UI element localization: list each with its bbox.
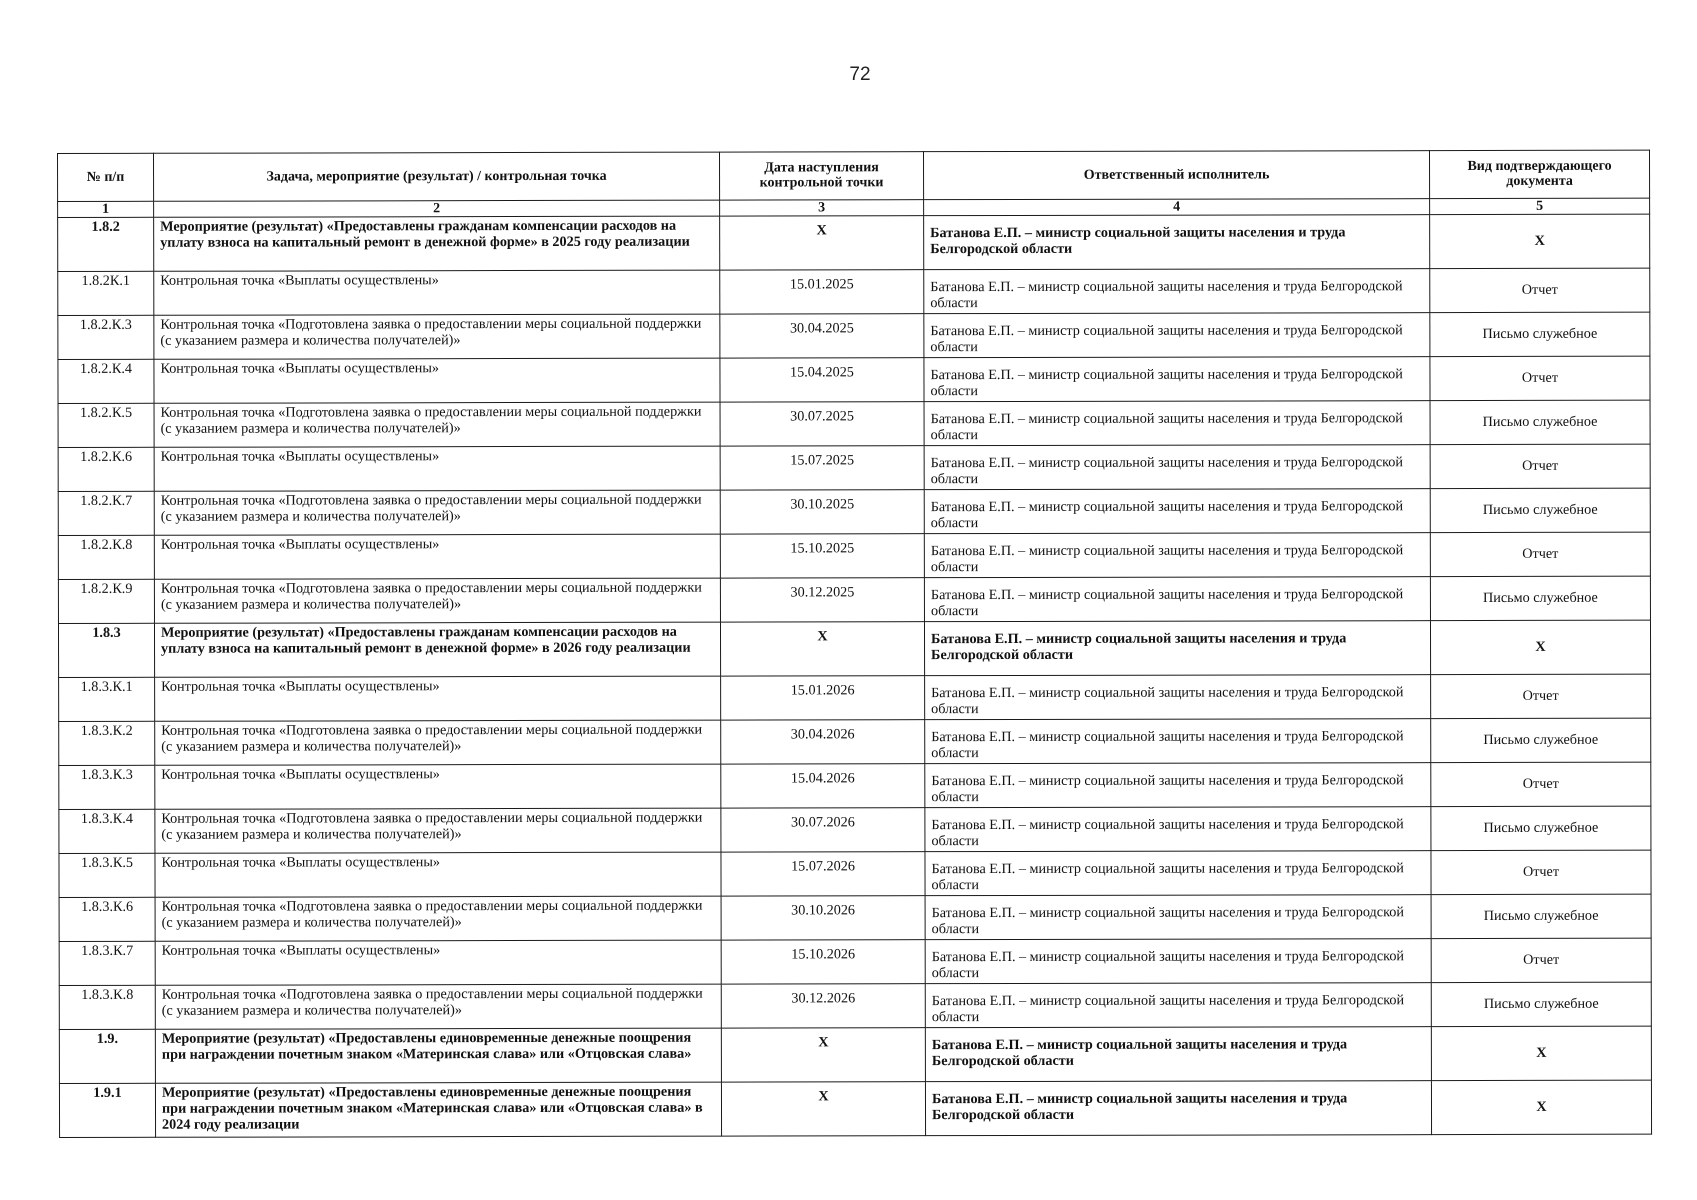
table-row [59, 982, 1651, 1029]
row-task: Контрольная точка «Выплаты осуществлены» [155, 676, 721, 721]
row-document: Отчет [1431, 850, 1651, 894]
row-executor: Батанова Е.П. – министр социальной защиты населения и труда Белгородской области [925, 939, 1431, 984]
row-executor: Батанова Е.П. – министр социальной защиты населения и труда Белгородской области [924, 445, 1430, 490]
row-executor: Батанова Е.П. – министр социальной защиты населения и труда Белгородской области [925, 895, 1431, 940]
row-document: Письмо служебное [1430, 576, 1650, 620]
row-number: 1.8.2 [58, 217, 154, 271]
header-executor: Ответственный исполнитель [923, 151, 1429, 200]
row-number: 1.8.3.К.2 [59, 721, 155, 765]
row-document: Отчет [1431, 762, 1651, 806]
row-number: 1.8.2.К.4 [58, 359, 154, 403]
row-executor: Батанова Е.П. – министр социальной защиты населения и труда Белгородской области [924, 313, 1430, 358]
table-row [59, 938, 1651, 985]
row-document: Письмо служебное [1431, 718, 1651, 762]
table-row [58, 620, 1650, 677]
row-number: 1.8.2.К.8 [58, 535, 154, 579]
page-number: 72 [849, 64, 871, 85]
table-row [59, 894, 1651, 941]
table-row [58, 532, 1650, 579]
header-task: Задача, мероприятие (результат) / контрольная точка [154, 152, 720, 201]
row-date: 15.10.2025 [720, 534, 924, 578]
row-number: 1.8.3.К.4 [59, 809, 155, 853]
row-executor: Батанова Е.П. – министр социальной защиты населения и труда Белгородской области [925, 763, 1431, 808]
row-number: 1.9. [59, 1029, 155, 1083]
document-sheet [57, 150, 1651, 1138]
row-task: Контрольная точка «Выплаты осуществлены» [155, 764, 721, 809]
row-date: X [720, 622, 924, 676]
row-document: Отчет [1430, 268, 1650, 312]
row-task: Контрольная точка «Выплаты осуществлены» [155, 940, 721, 985]
row-date: 30.12.2026 [721, 984, 925, 1028]
row-task: Контрольная точка «Выплаты осуществлены» [154, 358, 720, 403]
row-task: Контрольная точка «Подготовлена заявка о предоставлении меры социальной поддержки (с указанием размера и количества получателей)» [154, 578, 720, 623]
row-executor: Батанова Е.П. – министр социальной защиты населения и труда Белгородской области [924, 533, 1430, 578]
row-task: Контрольная точка «Выплаты осуществлены» [155, 852, 721, 897]
row-document: X [1430, 214, 1650, 268]
row-document: Отчет [1431, 674, 1651, 718]
table-row [59, 674, 1651, 721]
column-number: 5 [1430, 198, 1650, 214]
table-row [59, 1026, 1651, 1083]
column-number: 1 [58, 201, 154, 217]
row-executor: Батанова Е.П. – министр социальной защиты населения и труда Белгородской области [925, 983, 1431, 1028]
column-number: 4 [924, 199, 1430, 216]
row-executor: Батанова Е.П. – министр социальной защиты населения и труда Белгородской области [924, 401, 1430, 446]
row-number: 1.8.2.К.3 [58, 315, 154, 359]
row-task: Мероприятие (результат) «Предоставлены гражданам компенсации расходов на уплату взноса на капитальный ремонт в денежной форме» в 2026 году реализации [154, 622, 720, 677]
row-executor: Батанова Е.П. – министр социальной защиты населения и труда Белгородской области [925, 1081, 1431, 1136]
row-executor: Батанова Е.П. – министр социальной защиты населения и труда Белгородской области [925, 1027, 1431, 1082]
table-row [58, 576, 1650, 623]
table-row [58, 214, 1650, 271]
row-date: 15.04.2025 [720, 358, 924, 402]
row-document: Отчет [1431, 938, 1651, 982]
row-executor: Батанова Е.П. – министр социальной защиты населения и труда Белгородской области [925, 675, 1431, 720]
row-task: Контрольная точка «Подготовлена заявка о предоставлении меры социальной поддержки (с указанием размера и количества получателей)» [154, 314, 720, 359]
row-executor: Батанова Е.П. – министр социальной защиты населения и труда Белгородской области [924, 489, 1430, 534]
row-number: 1.8.3.К.5 [59, 853, 155, 897]
row-executor: Батанова Е.П. – министр социальной защиты населения и труда Белгородской области [924, 577, 1430, 622]
row-date: X [721, 1082, 925, 1136]
row-document: Отчет [1430, 532, 1650, 576]
row-task: Контрольная точка «Выплаты осуществлены» [154, 534, 720, 579]
column-number: 2 [154, 200, 720, 217]
row-document: Отчет [1430, 356, 1650, 400]
row-executor: Батанова Е.П. – министр социальной защиты населения и труда Белгородской области [924, 621, 1430, 676]
row-number: 1.8.2К.1 [58, 271, 154, 315]
row-date: 15.10.2026 [721, 940, 925, 984]
row-executor: Батанова Е.П. – министр социальной защиты населения и труда Белгородской области [925, 719, 1431, 764]
row-date: X [720, 216, 924, 270]
row-task: Мероприятие (результат) «Предоставлены единовременные денежные поощрения при награждении почетным знаком «Материнская слава» или «Отцовская слава» [155, 1028, 721, 1083]
table-row [58, 312, 1650, 359]
row-document: X [1431, 1080, 1651, 1134]
row-date: 15.04.2026 [721, 764, 925, 808]
row-number: 1.8.2.К.6 [58, 447, 154, 491]
row-document: X [1431, 1026, 1651, 1080]
row-document: Письмо служебное [1430, 488, 1650, 532]
table-row [58, 356, 1650, 403]
row-date: 30.07.2026 [721, 808, 925, 852]
row-number: 1.8.3.К.6 [59, 897, 155, 941]
table-row [59, 1080, 1651, 1137]
row-document: Письмо служебное [1431, 806, 1651, 850]
row-date: 30.04.2026 [721, 720, 925, 764]
row-number: 1.8.2.К.5 [58, 403, 154, 447]
row-number: 1.8.3 [58, 623, 154, 677]
row-document: Письмо служебное [1431, 982, 1651, 1026]
row-number: 1.8.3.К.1 [59, 677, 155, 721]
row-task: Контрольная точка «Подготовлена заявка о предоставлении меры социальной поддержки (с указанием размера и количества получателей)» [155, 984, 721, 1029]
row-task: Контрольная точка «Подготовлена заявка о предоставлении меры социальной поддержки (с указанием размера и количества получателей)» [155, 808, 721, 853]
row-number: 1.8.3.К.3 [59, 765, 155, 809]
row-date: 15.01.2026 [721, 676, 925, 720]
row-date: 30.07.2025 [720, 402, 924, 446]
header-document: Вид подтверждающего документа [1429, 150, 1649, 198]
row-task: Контрольная точка «Подготовлена заявка о предоставлении меры социальной поддержки (с указанием размера и количества получателей)» [155, 720, 721, 765]
table-row [59, 850, 1651, 897]
row-document: Письмо служебное [1430, 312, 1650, 356]
row-date: 15.07.2025 [720, 446, 924, 490]
table-row [58, 400, 1650, 447]
row-task: Контрольная точка «Выплаты осуществлены» [154, 270, 720, 315]
row-number: 1.8.3.К.8 [59, 985, 155, 1029]
row-document: Письмо служебное [1431, 894, 1651, 938]
table-row [59, 762, 1651, 809]
row-executor: Батанова Е.П. – министр социальной защиты населения и труда Белгородской области [925, 851, 1431, 896]
row-executor: Батанова Е.П. – министр социальной защиты населения и труда Белгородской области [924, 215, 1430, 270]
row-document: X [1430, 620, 1650, 674]
row-executor: Батанова Е.П. – министр социальной защиты населения и труда Белгородской области [924, 269, 1430, 314]
row-number: 1.8.2.К.9 [58, 579, 154, 623]
row-task: Мероприятие (результат) «Предоставлены гражданам компенсации расходов на уплату взноса на капитальный ремонт в денежной форме» в 2025 году реализации [154, 216, 720, 271]
control-points-table [57, 150, 1652, 1138]
table-row [59, 718, 1651, 765]
row-date: 30.04.2025 [720, 314, 924, 358]
row-task: Контрольная точка «Выплаты осуществлены» [154, 446, 720, 491]
row-date: 30.10.2026 [721, 896, 925, 940]
table-body [58, 214, 1652, 1137]
row-number: 1.8.2.К.7 [58, 491, 154, 535]
row-date: 15.01.2025 [720, 270, 924, 314]
table-row [58, 268, 1650, 315]
row-task: Контрольная точка «Подготовлена заявка о предоставлении меры социальной поддержки (с указанием размера и количества получателей)» [155, 896, 721, 941]
header-date: Дата наступления контрольной точки [719, 152, 923, 200]
row-executor: Батанова Е.П. – министр социальной защиты населения и труда Белгородской области [924, 357, 1430, 402]
row-document: Письмо служебное [1430, 400, 1650, 444]
table-header-row [58, 150, 1650, 201]
header-number: № п/п [58, 153, 154, 201]
row-date: 15.07.2026 [721, 852, 925, 896]
column-number: 3 [720, 200, 924, 216]
row-date: 30.10.2025 [720, 490, 924, 534]
row-document: Отчет [1430, 444, 1650, 488]
row-date: X [721, 1028, 925, 1082]
row-number: 1.9.1 [59, 1083, 155, 1137]
table-row [59, 806, 1651, 853]
row-executor: Батанова Е.П. – министр социальной защиты населения и труда Белгородской области [925, 807, 1431, 852]
table-row [58, 488, 1650, 535]
table-row [58, 444, 1650, 491]
row-task: Контрольная точка «Подготовлена заявка о предоставлении меры социальной поддержки (с указанием размера и количества получателей)» [154, 490, 720, 535]
row-date: 30.12.2025 [720, 578, 924, 622]
row-number: 1.8.3.К.7 [59, 941, 155, 985]
row-task: Мероприятие (результат) «Предоставлены единовременные денежные поощрения при награждении почетным знаком «Материнская слава» или «Отцовская слава» в 2024 году реализации [155, 1082, 721, 1137]
row-task: Контрольная точка «Подготовлена заявка о предоставлении меры социальной поддержки (с указанием размера и количества получателей)» [154, 402, 720, 447]
